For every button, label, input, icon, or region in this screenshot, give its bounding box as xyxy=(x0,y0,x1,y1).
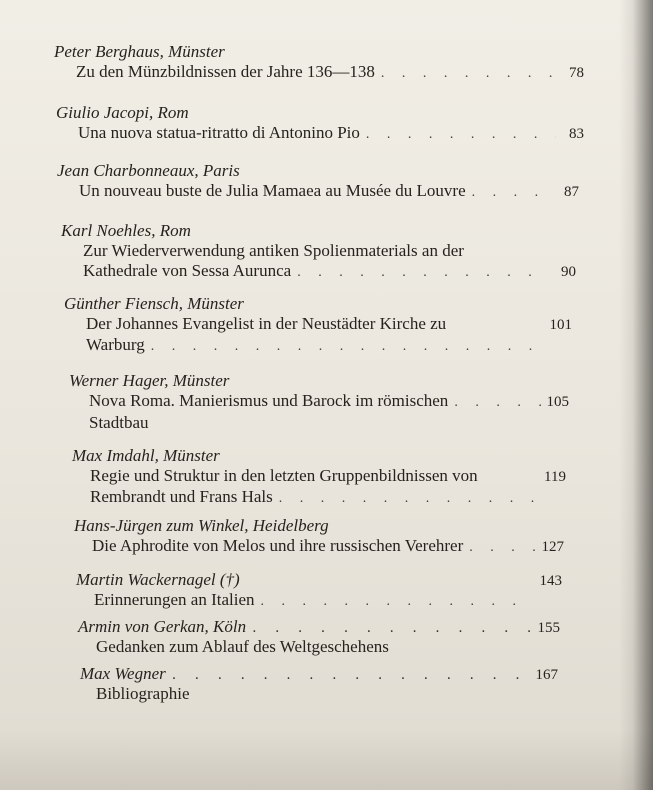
entry-page-number: 101 xyxy=(549,317,572,333)
entry-title-line: Zur Wiederverwendung antiken Spolienmaterials an der xyxy=(83,241,464,260)
entry-title-text: Erinnerungen an Italien xyxy=(94,590,255,609)
entry-page-number: 167 xyxy=(535,667,558,683)
entry-author: Armin von Gerkan, Köln xyxy=(78,617,247,636)
entry-title-text: Zu den Münzbildnissen der Jahre 136—138 xyxy=(76,62,375,81)
entry-page-number: 127 xyxy=(541,539,564,555)
entry-title-text: Una nuova statua-ritratto di Antonino Pio xyxy=(78,123,360,142)
entry-title-line: Gedanken zum Ablauf des Weltgeschehens xyxy=(96,637,389,656)
toc-entry xyxy=(64,294,572,357)
entry-title-text: Rembrandt und Frans Hals xyxy=(90,487,273,506)
entry-title-text: Un nouveau buste de Julia Mamaea au Musée du Louvre xyxy=(79,181,466,200)
entry-author-line xyxy=(76,570,562,590)
entry-author: Günther Fiensch, Münster xyxy=(64,294,244,313)
toc-entry xyxy=(57,161,579,203)
entry-title-line xyxy=(92,536,564,558)
toc-entry xyxy=(69,371,569,433)
page-shadow xyxy=(0,730,653,790)
entry-title-line xyxy=(79,181,579,203)
entry-author: Giulio Jacopi, Rom xyxy=(56,103,189,122)
entry-page-number: 78 xyxy=(569,65,584,81)
entry-author: Karl Noehles, Rom xyxy=(61,221,191,240)
toc-entry xyxy=(74,516,564,558)
leader-dots xyxy=(252,620,531,636)
leader-dots xyxy=(261,592,535,612)
entry-title-line: Bibliographie xyxy=(96,684,190,703)
entry-author: Hans-Jürgen zum Winkel, Heidelberg xyxy=(74,516,329,535)
entry-title-line xyxy=(90,466,566,487)
entry-title-text: Nova Roma. Manierismus und Barock im römischen xyxy=(89,391,449,410)
entry-title-text: Regie und Struktur in den letzten Gruppenbildnissen von xyxy=(90,466,478,485)
entry-page-number: 90 xyxy=(561,264,576,280)
toc-entry xyxy=(54,42,584,84)
entry-author: Martin Wackernagel (†) xyxy=(76,570,240,589)
entry-author: Werner Hager, Münster xyxy=(69,371,230,390)
entry-title-line xyxy=(83,261,576,283)
entry-title-text: Kathedrale von Sessa Aurunca xyxy=(83,261,292,280)
entry-title-text: Der Johannes Evangelist in der Neustädter Kirche zu xyxy=(86,314,447,333)
toc-entry xyxy=(78,617,560,657)
entry-title-line xyxy=(89,391,569,413)
leader-dots xyxy=(151,337,542,357)
leader-dots xyxy=(381,64,556,84)
toc-entry xyxy=(61,221,576,283)
entry-title-line xyxy=(78,123,584,145)
entry-author: Max Wegner xyxy=(80,664,166,683)
leader-dots xyxy=(472,183,551,203)
entry-page-number: 155 xyxy=(537,620,560,636)
leader-dots xyxy=(454,393,540,413)
entry-author-line xyxy=(80,664,558,684)
entry-title-line: Stadtbau xyxy=(89,413,149,432)
toc-entry xyxy=(56,103,584,145)
entry-title-line xyxy=(94,590,562,612)
entry-title-text: Die Aphrodite von Melos und ihre russischen Verehrer xyxy=(92,536,464,555)
entry-author: Jean Charbonneaux, Paris xyxy=(57,161,240,180)
leader-dots xyxy=(366,125,556,145)
entry-title-line xyxy=(86,335,572,357)
entry-page-number: 143 xyxy=(539,573,562,589)
entry-page-number: 105 xyxy=(546,394,569,410)
leader-dots xyxy=(172,667,530,683)
entry-title-text: Warburg xyxy=(86,335,145,354)
entry-author: Peter Berghaus, Münster xyxy=(54,42,225,61)
leader-dots xyxy=(469,538,535,558)
entry-title-line xyxy=(86,314,572,335)
leader-dots xyxy=(297,263,548,283)
toc-entry xyxy=(76,570,562,612)
entry-author-line xyxy=(78,617,560,637)
entry-author: Max Imdahl, Münster xyxy=(72,446,220,465)
toc-entry xyxy=(72,446,566,509)
entry-title-line xyxy=(90,487,566,509)
toc-entry xyxy=(80,664,558,704)
entry-page-number: 83 xyxy=(569,126,584,142)
entry-page-number: 119 xyxy=(544,469,566,485)
page-edge-shadow xyxy=(619,0,653,790)
entry-page-number: 87 xyxy=(564,184,579,200)
entry-title-line xyxy=(76,62,584,84)
leader-dots xyxy=(279,489,536,509)
